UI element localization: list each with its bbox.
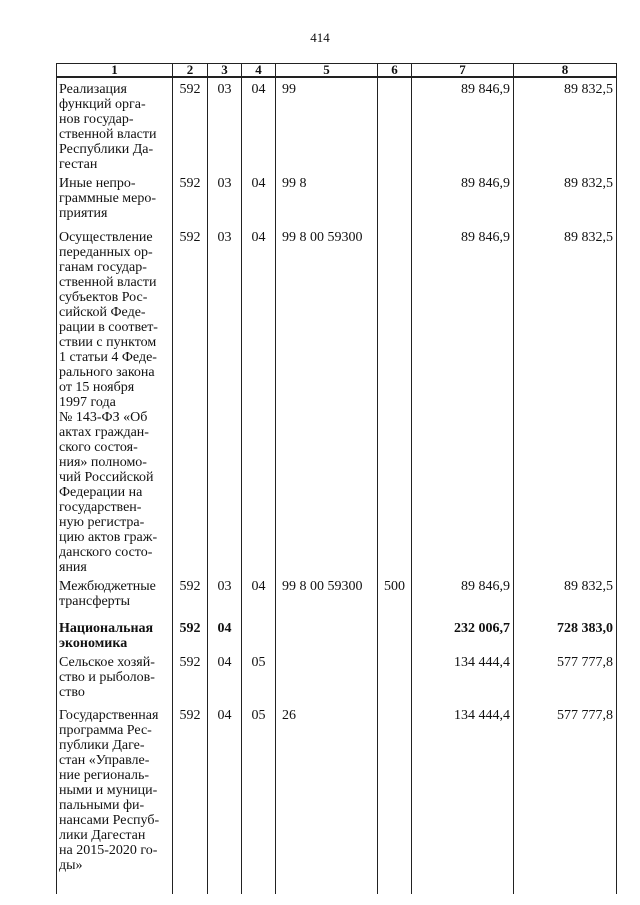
chapter-code xyxy=(173,172,208,226)
amount-col-7-text: 89 846,9 xyxy=(461,579,510,594)
column-header: 5 xyxy=(276,64,378,78)
target-article-code-text xyxy=(282,651,377,655)
expense-type-code-text xyxy=(378,226,411,230)
section-code-text: 03 xyxy=(217,579,232,594)
expense-type-code xyxy=(378,575,412,617)
section-code xyxy=(208,226,242,575)
row-name xyxy=(57,172,173,226)
section-code-text: 04 xyxy=(217,708,232,723)
row-name xyxy=(57,226,173,575)
subsection-code-text: 05 xyxy=(251,708,266,723)
section-code-text: 04 xyxy=(217,655,232,670)
table-row xyxy=(57,172,617,226)
expense-type-code xyxy=(378,172,412,226)
chapter-code-text: 592 xyxy=(179,621,201,636)
amount-col-7-text: 89 846,9 xyxy=(461,230,510,245)
row-name xyxy=(57,77,173,172)
section-code xyxy=(208,651,242,704)
table-body xyxy=(57,77,617,894)
chapter-code xyxy=(173,651,208,704)
target-article-code xyxy=(276,651,378,704)
subsection-code xyxy=(242,704,276,894)
amount-col-8-text: 89 832,5 xyxy=(564,176,613,191)
amount-col-8-text: 728 383,0 xyxy=(557,621,613,636)
target-article-code-text: 99 8 xyxy=(282,176,307,191)
expense-type-code xyxy=(378,77,412,172)
target-article-code xyxy=(276,226,378,575)
subsection-code-text xyxy=(242,617,275,621)
row-name-text: Межбюджетные трансферты xyxy=(59,579,156,609)
amount-col-8 xyxy=(514,704,617,894)
target-article-code-text: 99 8 00 59300 xyxy=(282,579,363,594)
chapter-code-text: 592 xyxy=(179,655,201,670)
row-name-text: Национальная экономика xyxy=(59,621,154,651)
amount-col-8-text: 89 832,5 xyxy=(564,579,613,594)
amount-col-8-text: 577 777,8 xyxy=(557,655,613,670)
subsection-code-text: 04 xyxy=(251,579,266,594)
budget-table xyxy=(56,63,617,894)
subsection-code xyxy=(242,651,276,704)
target-article-code-text: 99 xyxy=(282,82,296,97)
column-header: 3 xyxy=(208,64,242,78)
expense-type-code xyxy=(378,704,412,894)
section-code-text: 04 xyxy=(217,621,232,636)
section-code-text: 03 xyxy=(217,230,232,245)
amount-col-8 xyxy=(514,226,617,575)
subsection-code-text: 05 xyxy=(251,655,266,670)
amount-col-8 xyxy=(514,651,617,704)
amount-col-7-text: 134 444,4 xyxy=(454,708,510,723)
subsection-code xyxy=(242,77,276,172)
subsection-code xyxy=(242,226,276,575)
column-number-row xyxy=(57,64,617,78)
chapter-code-text: 592 xyxy=(179,176,201,191)
amount-col-7 xyxy=(412,617,514,651)
chapter-code-text: 592 xyxy=(179,82,201,97)
expense-type-code-text xyxy=(378,78,411,82)
subsection-code-text: 04 xyxy=(251,82,266,97)
subsection-code xyxy=(242,617,276,651)
amount-col-7 xyxy=(412,226,514,575)
subsection-code-text: 04 xyxy=(251,176,266,191)
section-code xyxy=(208,704,242,894)
row-name xyxy=(57,651,173,704)
chapter-code-text: 592 xyxy=(179,230,201,245)
target-article-code-text: 99 8 00 59300 xyxy=(282,230,363,245)
row-name-text: Государственная программа Рес- публики Даге- стан «Управле- ние региональ- ными и муници- пальными фи- нансами Респуб- лики Дагестан на 2015-2020 го- ды» xyxy=(59,708,160,873)
subsection-code xyxy=(242,172,276,226)
row-name xyxy=(57,575,173,617)
expense-type-code-text xyxy=(378,651,411,655)
target-article-code xyxy=(276,172,378,226)
amount-col-8-text: 577 777,8 xyxy=(557,708,613,723)
row-name-text: Реализация функций орга- нов государ- ственной власти Республики Да- гестан xyxy=(59,82,157,172)
target-article-code xyxy=(276,77,378,172)
row-name xyxy=(57,617,173,651)
amount-col-7-text: 134 444,4 xyxy=(454,655,510,670)
expense-type-code xyxy=(378,651,412,704)
chapter-code xyxy=(173,617,208,651)
amount-col-8-text: 89 832,5 xyxy=(564,82,613,97)
expense-type-code-text xyxy=(378,617,411,621)
chapter-code xyxy=(173,77,208,172)
table-row xyxy=(57,704,617,894)
amount-col-7 xyxy=(412,575,514,617)
amount-col-7 xyxy=(412,172,514,226)
amount-col-7-text: 89 846,9 xyxy=(461,82,510,97)
expense-type-code xyxy=(378,226,412,575)
column-header: 6 xyxy=(378,64,412,78)
table-row xyxy=(57,651,617,704)
expense-type-code xyxy=(378,617,412,651)
amount-col-8 xyxy=(514,77,617,172)
chapter-code-text: 592 xyxy=(179,708,201,723)
row-name-text: Осуществление переданных ор- ганам государ- ственной власти субъектов Рос- сийской Феде- рации в соответ- ствии с пунктом 1 статьи 4 Феде- рального закона от 15 ноября 1997 года № 143-ФЗ «Об актах граждан- ского состоя- ния» полномо- чий Российской Федерации на государствен- ную регистра- цию актов граж- данского состо- яния xyxy=(59,230,158,575)
expense-type-code-text xyxy=(378,704,411,708)
target-article-code-text: 26 xyxy=(282,708,296,723)
amount-col-7 xyxy=(412,704,514,894)
expense-type-code-text xyxy=(378,172,411,176)
amount-col-7 xyxy=(412,77,514,172)
chapter-code xyxy=(173,226,208,575)
column-header: 8 xyxy=(514,64,617,78)
amount-col-7-text: 232 006,7 xyxy=(454,621,510,636)
section-code-text: 03 xyxy=(217,176,232,191)
table-row xyxy=(57,575,617,617)
row-name-text: Сельское хозяй- ство и рыболов- ство xyxy=(59,655,155,700)
target-article-code xyxy=(276,617,378,651)
expense-type-code-text: 500 xyxy=(384,579,405,594)
amount-col-8 xyxy=(514,617,617,651)
page-number: 414 xyxy=(310,30,330,45)
section-code-text: 03 xyxy=(217,82,232,97)
amount-col-8 xyxy=(514,172,617,226)
column-header: 1 xyxy=(57,64,173,78)
table-row xyxy=(57,617,617,651)
table-row xyxy=(57,226,617,575)
target-article-code xyxy=(276,575,378,617)
section-code xyxy=(208,575,242,617)
subsection-code-text: 04 xyxy=(251,230,266,245)
amount-col-8-text: 89 832,5 xyxy=(564,230,613,245)
amount-col-7-text: 89 846,9 xyxy=(461,176,510,191)
column-header: 7 xyxy=(412,64,514,78)
chapter-code-text: 592 xyxy=(179,579,201,594)
section-code xyxy=(208,77,242,172)
target-article-code xyxy=(276,704,378,894)
section-code xyxy=(208,617,242,651)
target-article-code-text xyxy=(282,617,377,621)
amount-col-7 xyxy=(412,651,514,704)
column-header: 2 xyxy=(173,64,208,78)
row-name xyxy=(57,704,173,894)
chapter-code xyxy=(173,575,208,617)
amount-col-8 xyxy=(514,575,617,617)
subsection-code xyxy=(242,575,276,617)
column-header: 4 xyxy=(242,64,276,78)
chapter-code xyxy=(173,704,208,894)
table-row xyxy=(57,77,617,172)
section-code xyxy=(208,172,242,226)
row-name-text: Иные непро- граммные меро- приятия xyxy=(59,176,157,221)
